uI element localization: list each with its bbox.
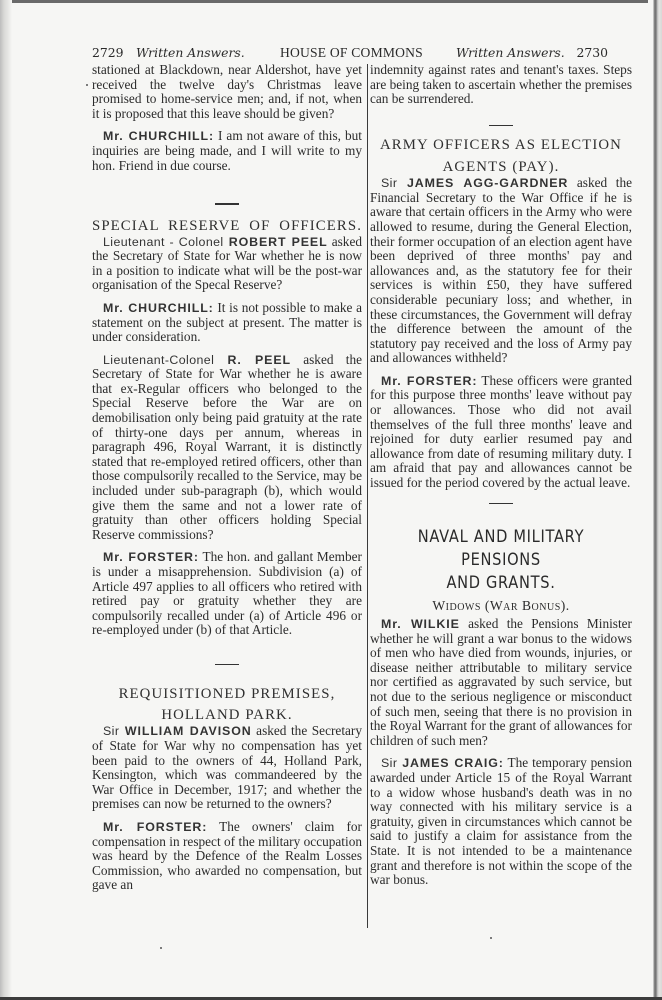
right-section-label: Written Answers. (456, 45, 565, 60)
answer-paragraph (370, 374, 632, 491)
speaker-title: Lieutenant-Colonel (103, 352, 215, 367)
speaker-title: Lieutenant - Colonel (103, 234, 224, 249)
speaker-surname: JAMES CRAIG: (397, 756, 504, 771)
speaker-surname: WILLIAM DAVISON (119, 724, 252, 739)
speaker-name: Mr. FORSTER: (103, 819, 208, 834)
speaker-surname: ROBERT PEEL (223, 234, 328, 249)
section-heading: ARMY OFFICERS AS ELECTION (380, 137, 622, 154)
speaker-name (103, 353, 291, 367)
speaker-title: Sir (381, 756, 398, 771)
speaker-name (103, 724, 252, 738)
left-page-number: 2729 (92, 45, 124, 60)
speaker-name (103, 235, 328, 249)
answer-paragraph (92, 820, 362, 893)
speaker-name: Mr. FORSTER: (381, 373, 478, 388)
speaker-surname: JAMES AGG-GARDNER (397, 176, 569, 191)
speaker-title: Sir (103, 724, 120, 739)
left-column (92, 63, 362, 893)
answer-paragraph (92, 301, 362, 345)
answer-text: These officers were granted for this purpose three months' leave without pay or allowances. Those who did not avail themselves of the full three months' leave and rejoined for duty earlier resumed pay and allowance from date of resuming military duty. I am afraid that pay and allowances cannot be issued for the period covered by the actual leave. (370, 372, 632, 491)
major-section-heading: NAVAL AND MILITARY PENSIONS (417, 527, 585, 571)
answer-text: The owners' claim for compensation in respect of the military occupation was heard by the Defence of the Realm Losses Commission, who awarded no compensation, but gave an (92, 818, 362, 893)
speaker-name: Mr. FORSTER: (103, 550, 199, 565)
column-divider (367, 64, 368, 928)
page-top-edge (0, 0, 662, 3)
answer-paragraph (92, 129, 362, 173)
print-speck (490, 937, 492, 939)
answer-text: The temporary pension awarded under Article 15 of the Royal Warrant to a widow whose husband's death was in no way connected with his military service is a gratuity, given in circumstances which cannot be said to justify a claim for assistance from the State. It is not intended to be a maintenance grant and therefore is not within the scope of the war bonus. (370, 755, 632, 888)
answer-text: It is not possible to make a statement on the subject at present. The matter is under consideration. (92, 299, 362, 345)
question-paragraph (92, 353, 362, 543)
question-text: asked the Secretary of State for War whether he is now in a position to indicate what will be the post-war organisation of the Specal Reserve? (92, 233, 362, 293)
answer-text: The hon. and gallant Member is under a misapprehension. Subdivision (a) of Article 497 applies to all officers who retired with retired pay or gratuity whether they are compulsorily recalled under (a) of Article 496 or re-employed under (b) of that Article. (92, 549, 362, 638)
question-text: asked the Secretary of State for War why no compensation has yet been paid to the owners of 44, Holland Park, Kensington, which was commandeered by the War Office in December, 1917; and whether the premises can now be returned to the owners? (92, 723, 362, 812)
print-speck (86, 84, 88, 86)
speaker-name (381, 176, 568, 190)
right-column (370, 63, 632, 888)
major-section-heading-line-2: AND GRANTS. (446, 573, 556, 594)
print-speck (160, 947, 162, 949)
speaker-surname: R. PEEL (214, 352, 291, 367)
section-heading-line-2: AGENTS (PAY). (442, 159, 560, 176)
answer-text: I am not aware of this, but inquiries are being made, and I will write to my hon. Friend in due course. (92, 128, 362, 173)
section-heading-line-2: HOLLAND PARK. (161, 707, 293, 724)
running-head (92, 44, 608, 62)
speaker-name: Mr. CHURCHILL: (103, 300, 214, 315)
publication-title: HOUSE OF COMMONS (280, 45, 423, 60)
answer-paragraph (370, 756, 632, 887)
question-paragraph (92, 724, 362, 812)
question-paragraph (370, 617, 632, 748)
speaker-title: Sir (381, 176, 398, 191)
question-text: asked the Secretary of State for War whether he is aware that ex-Regular officers who belonged to the Special Reserve before the War are on demobilisation only being paid gratuity at the rate of thirty-one days per annum, whereas in paragraph 496, Royal Warrant, it is distinctly stated that re-employed retired officers, other than those compulsorily recalled to the Service, may be included under sub-paragraph (b), which would give them the same and not a lower rate of gratuity than other officers holding Special Reserve commissions? (92, 351, 362, 542)
continued-answer: indemnity against rates and tenant's taxes. Steps are being taken to ascertain whether the premises can be surrendered. (370, 62, 632, 107)
answer-paragraph (92, 550, 362, 638)
question-text: asked the Financial Secretary to the War Office if he is aware that certain officers in the Army who were allowed to resume, during the General Election, their former occupation of an election agent have been deprived of three months' pay and allowances and, as the statutory fee for their services is within £50, they have suffered considerable pecuniary loss; and whether, in these circumstances, the Government will defray the difference between the amount of the statutory pay received and the loss of Army pay and allowances withheld? (370, 175, 633, 366)
section-heading: SPECIAL RESERVE OF OFFICERS. (92, 217, 362, 234)
page-right-edge (648, 0, 662, 1000)
right-page-number: 2730 (576, 45, 608, 60)
question-paragraph (92, 235, 362, 293)
subsection-heading: Widows (War Bonus). (432, 598, 570, 614)
speaker-name: Mr. WILKIE (381, 617, 460, 632)
page-left-edge (0, 0, 12, 1000)
question-text: asked the Pensions Minister whether he will grant a war bonus to the widows of men who have died from wounds, injuries, or disease neither attributable to military service nor certified as aggravated by such service, but not due to the serious negligence or misconduct of such men, seeing that there is no provision in the Royal Warrant for the grant of allowances for children of such men? (370, 616, 632, 748)
continued-question: stationed at Blackdown, near Aldershot, have yet received the twelve day's Christmas leave promised to home-service men; and, if not, when it is proposed that this leave should be given? (92, 62, 362, 121)
speaker-name: Mr. CHURCHILL: (103, 129, 215, 144)
section-heading: REQUISITIONED PREMISES, (118, 686, 336, 703)
left-section-label: Written Answers. (136, 45, 245, 60)
speaker-name (381, 756, 504, 770)
question-paragraph (370, 176, 632, 366)
